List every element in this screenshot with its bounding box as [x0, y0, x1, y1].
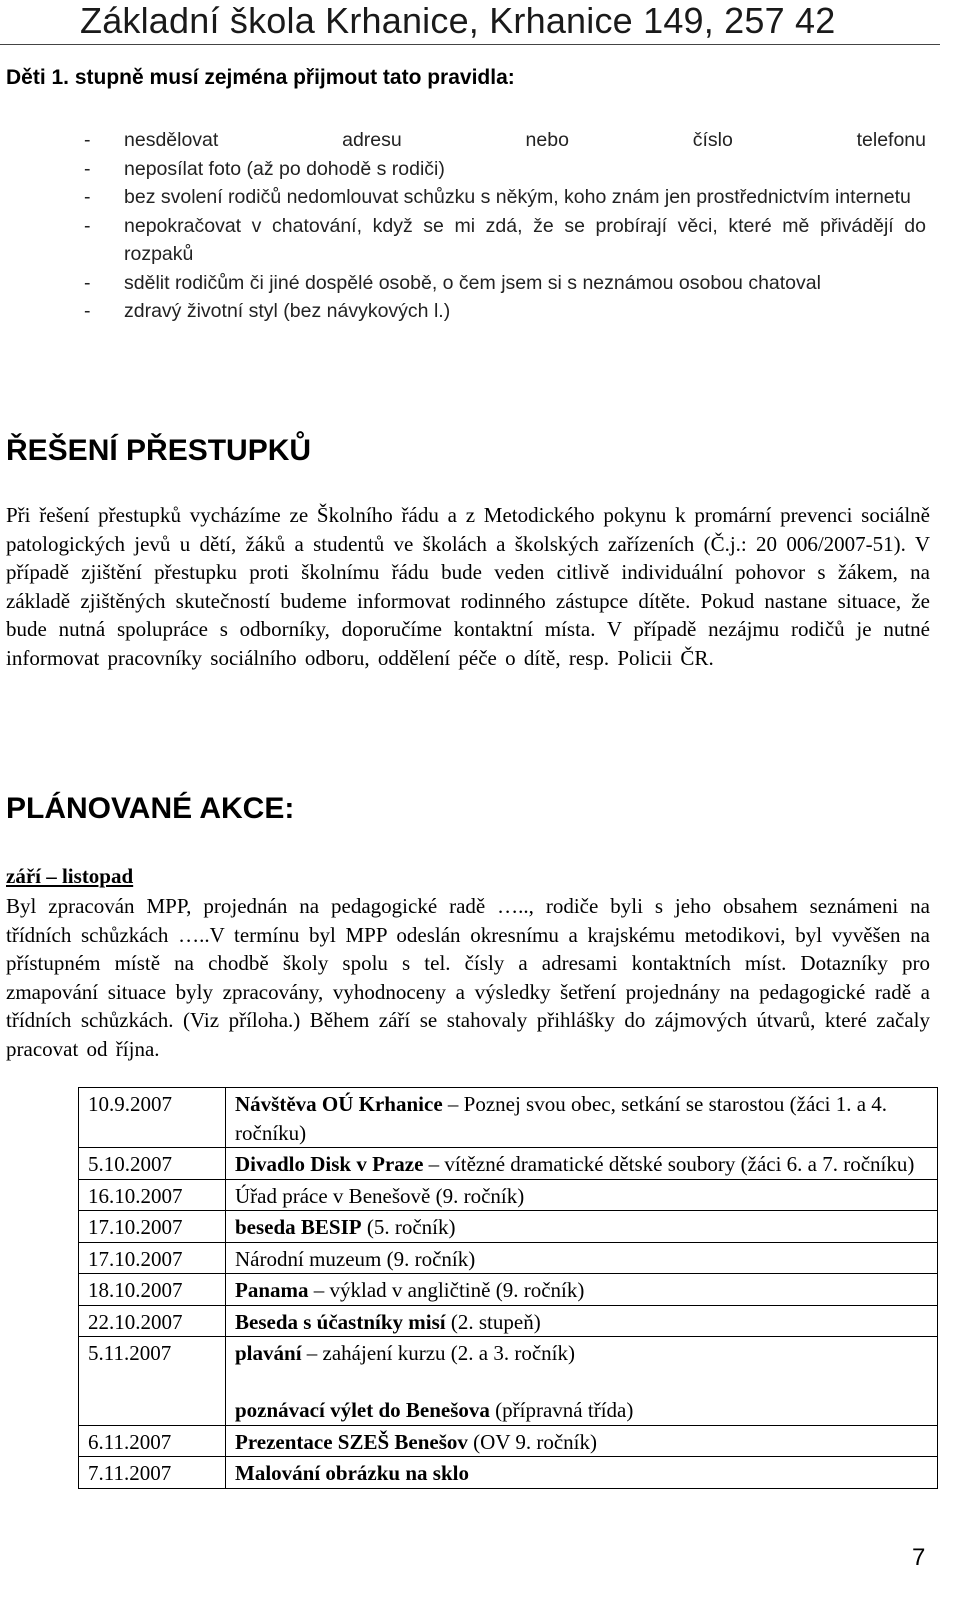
event-detail: (2. stupeň): [445, 1309, 541, 1334]
event-title: Prezentace SZEŠ Benešov: [235, 1429, 468, 1454]
event-detail: (OV 9. ročník): [467, 1429, 598, 1454]
list-item: [6, 155, 926, 184]
event-date: 5.11.2007: [79, 1337, 226, 1426]
offenses-heading: ŘEŠENÍ PŘESTUPKŮ: [6, 434, 312, 467]
event-date: 10.9.2007: [79, 1088, 226, 1148]
event-date: 7.11.2007: [79, 1457, 226, 1489]
event-detail: – výklad v angličtině (9. ročník): [308, 1278, 585, 1302]
rules-list: [6, 126, 926, 326]
event-title: poznávací výlet do Benešova: [235, 1398, 490, 1422]
events-table: [78, 1087, 938, 1489]
event-date: 18.10.2007: [79, 1274, 226, 1306]
list-item-text: nepokračovat v chatování, když se mi zdá, že se probírají věci, které mě přivádějí do rozpaků: [124, 214, 926, 265]
event-line: [235, 1396, 928, 1425]
event-description: [226, 1242, 938, 1274]
event-detail: – zahájení kurzu (2. a 3. ročník): [301, 1341, 576, 1365]
planned-actions-paragraph: Byl zpracován MPP, projednán na pedagogické radě ….., rodiče byli s jeho obsahem seznámeni na třídních schůzkách …..V termínu byl MPP odeslán okresnímu a krajskému metodikovi, byl vyvěšen na přístupném místě na chodbě školy spolu s tel. čísly a adresami kontaktních míst. Dotazníky pro zmapování situace byly zpracovány, vyhodnoceny a výsledky šetření projednány na pedagogické radě a třídních schůzkách. (Viz příloha.) Během září se stahovaly přihlášky do zájmových útvarů, které začaly pracovat od října.: [6, 894, 930, 1061]
event-line: [235, 1339, 928, 1368]
table-row: [79, 1274, 938, 1306]
event-description: [226, 1425, 938, 1457]
event-detail: – Poznej svou obec, setkání se starostou (žáci 1. a 4. ročníku): [235, 1092, 888, 1145]
event-title: Beseda s účastníky misí: [235, 1309, 446, 1334]
list-item: [6, 183, 926, 212]
event-detail: Národní muzeum (9. ročník): [235, 1246, 476, 1271]
list-item: [6, 269, 926, 298]
rules-intro: Děti 1. stupně musí zejména přijmout tato pravidla:: [6, 66, 515, 89]
list-item: [6, 297, 926, 326]
list-bullet: -: [84, 214, 91, 237]
list-bullet: -: [84, 300, 91, 322]
list-bullet: -: [84, 129, 91, 151]
event-detail: – vítězné dramatické dětské soubory (žáci 6. a 7. ročníku): [423, 1152, 915, 1176]
event-date: 17.10.2007: [79, 1242, 226, 1274]
event-description: [226, 1148, 938, 1180]
offenses-paragraph: Při řešení přestupků vycházíme ze Školního řádu a z Metodického pokynu k promární prevenci sociálně patologických jevů u dětí, žáků a studentů ve školách a školských zařízeních (Č.j.: 20 006/2007-51). V případě zjištění přestupku proti školnímu řádu bude veden citlivě individuální pohovor s žákem, na základě zjištěných skutečností budeme informovat rodinného zástupce dítěte. Pokud nastane situace, že bude nutná spolupráce s odborníky, doporučíme kontaktní místa. V případě nezájmu rodičů je nutné informovat pracovníky sociálního odboru, oddělení péče o dítě, resp. Policii ČR.: [6, 503, 930, 670]
list-item-text: sdělit rodičům či jiné dospělé osobě, o čem jsem si s neznámou osobou chatoval: [124, 271, 821, 294]
event-date: 6.11.2007: [79, 1425, 226, 1457]
event-date: 5.10.2007: [79, 1148, 226, 1180]
header-divider: [0, 44, 940, 45]
list-bullet: -: [84, 271, 91, 294]
table-row: [79, 1425, 938, 1457]
list-item-text: zdravý životní styl (bez návykových l.): [124, 300, 451, 322]
event-detail: (přípravná třída): [489, 1398, 634, 1422]
planned-actions-heading: PLÁNOVANÉ AKCE:: [6, 792, 295, 825]
list-item: [6, 126, 926, 155]
event-title: plavání: [235, 1341, 302, 1365]
table-row: [79, 1337, 938, 1426]
event-description: [226, 1305, 938, 1337]
event-description: [226, 1457, 938, 1489]
event-title: Divadlo Disk v Praze: [235, 1152, 424, 1176]
event-date: 17.10.2007: [79, 1211, 226, 1243]
table-row: [79, 1457, 938, 1489]
list-item-text: neposílat foto (až po dohodě s rodiči): [124, 157, 445, 180]
event-title: Malování obrázku na sklo: [235, 1461, 469, 1485]
list-item: [6, 212, 926, 269]
event-detail: (5. ročník): [361, 1215, 456, 1239]
event-description: [226, 1211, 938, 1243]
period-subheading: září – listopad: [6, 864, 134, 888]
event-detail: Úřad práce v Benešově (9. ročník): [235, 1183, 525, 1208]
list-item-text: nesdělovat adresu nebo číslo telefonu: [124, 129, 926, 151]
event-title: beseda BESIP: [235, 1215, 362, 1239]
list-bullet: -: [84, 186, 91, 208]
table-row: [79, 1179, 938, 1211]
table-row: [79, 1305, 938, 1337]
event-description: [226, 1337, 938, 1426]
table-row: [79, 1211, 938, 1243]
table-row: [79, 1088, 938, 1148]
list-bullet: -: [84, 157, 91, 180]
event-date: 16.10.2007: [79, 1179, 226, 1211]
table-row: [79, 1242, 938, 1274]
event-description: [226, 1274, 938, 1306]
event-date: 22.10.2007: [79, 1305, 226, 1337]
event-description: [226, 1088, 938, 1148]
event-description: [226, 1179, 938, 1211]
page-header-title: Základní škola Krhanice, Krhanice 149, 257 42: [80, 0, 836, 41]
table-row: [79, 1148, 938, 1180]
page-number: 7: [912, 1544, 926, 1571]
list-item-text: bez svolení rodičů nedomlouvat schůzku s někým, koho znám jen prostřednictvím internetu: [124, 186, 911, 208]
event-title: Návštěva OÚ Krhanice: [235, 1092, 443, 1116]
event-title: Panama: [235, 1278, 309, 1302]
